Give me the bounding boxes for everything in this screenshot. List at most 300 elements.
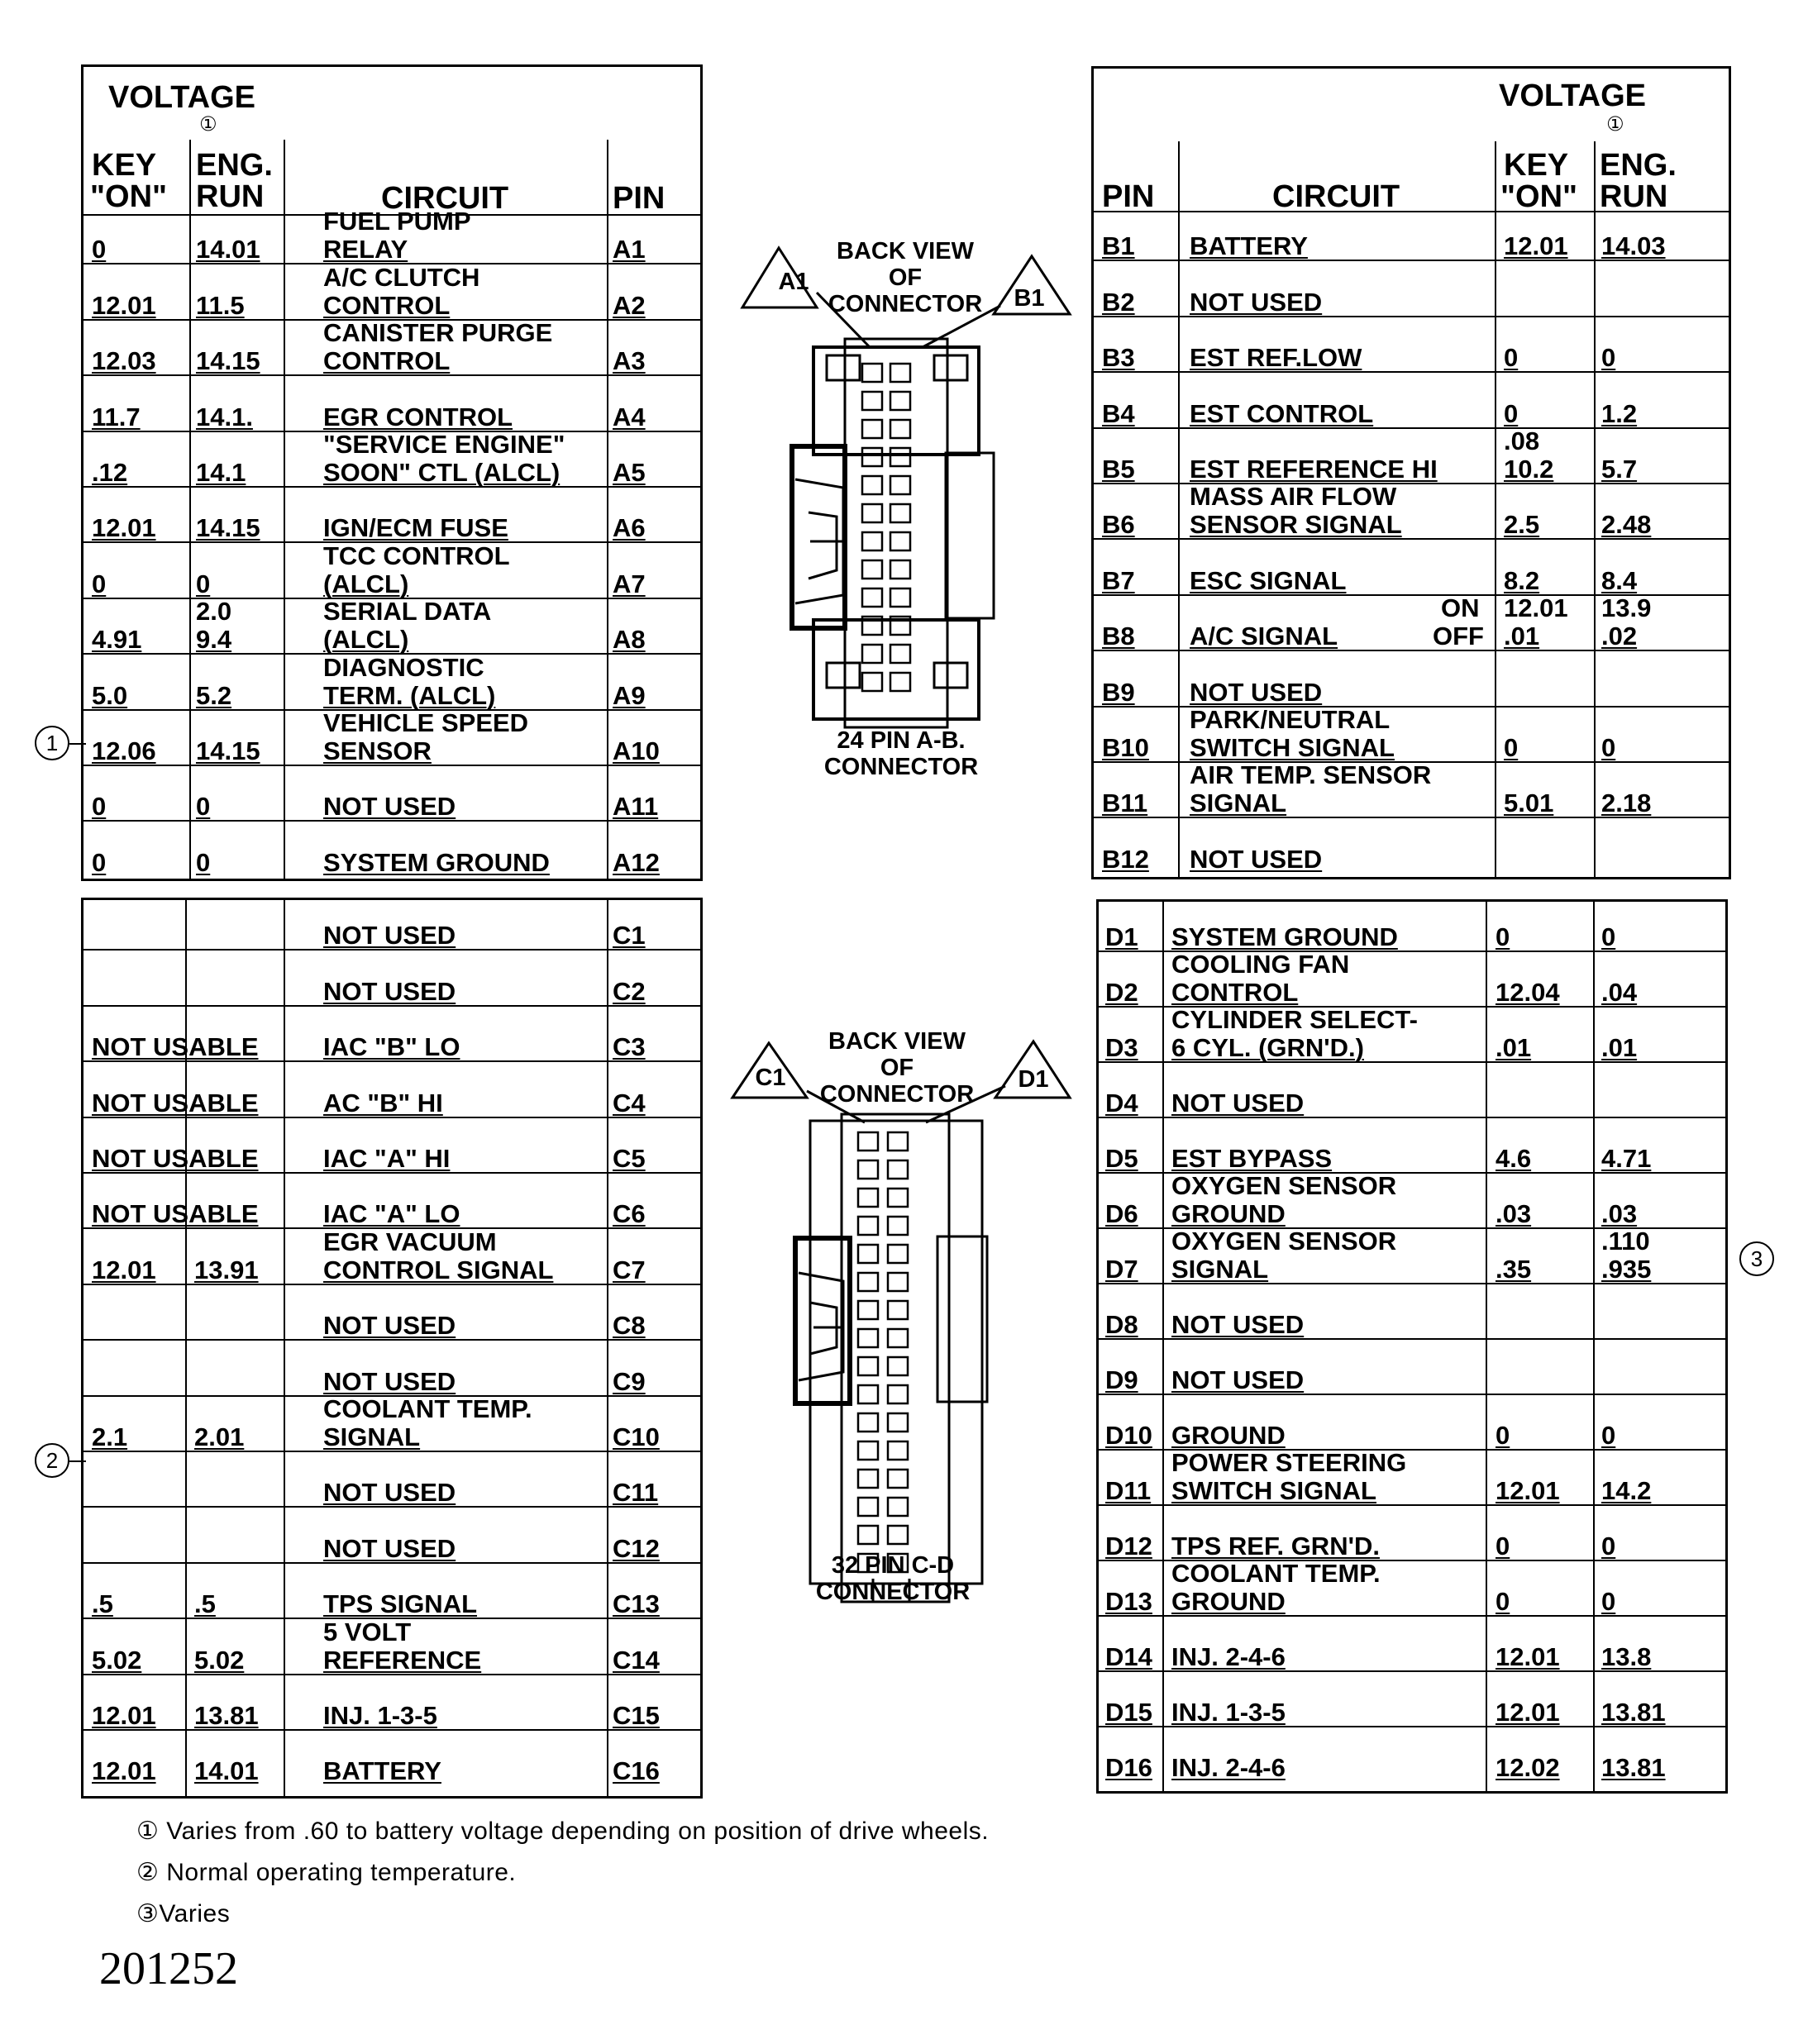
circuit-cell: SWITCH SIGNAL xyxy=(1171,1476,1376,1505)
pin-cell: C16 xyxy=(613,1756,660,1786)
connector-32-pin-drawing xyxy=(719,1025,1083,1612)
pin-cell: D15 xyxy=(1105,1698,1152,1727)
pin-cell: D1 xyxy=(1105,922,1138,951)
voltage-header: VOLTAGE xyxy=(1499,79,1647,113)
row-rule xyxy=(83,1562,700,1564)
row-rule xyxy=(83,374,700,376)
eng-run-cell: 8.4 xyxy=(1601,565,1638,595)
row-rule xyxy=(83,765,700,766)
pin-cell: C12 xyxy=(613,1533,660,1563)
circuit-cell: EST REFERENCE HI xyxy=(1190,455,1438,484)
connector-24-caption-line1: 24 PIN A-B. xyxy=(837,727,966,754)
circuit-header: CIRCUIT xyxy=(381,181,509,216)
circuit-cell: NOT USED xyxy=(323,921,456,951)
pin-cell: A5 xyxy=(613,458,646,487)
circuit-cell-line1: VEHICLE SPEED xyxy=(323,708,529,737)
key-on-cell: 11.7 xyxy=(92,402,141,431)
circuit-cell-line1: DIAGNOSTIC xyxy=(323,652,484,682)
circuit-cell: SOON" CTL (ALCL) xyxy=(323,458,561,487)
column-divider xyxy=(1495,141,1496,877)
key-on-cell: NOT USABLE xyxy=(92,1088,259,1117)
eng-run-cell: 13.91 xyxy=(194,1255,259,1284)
footnote-3: ③Varies xyxy=(136,1900,231,1927)
circuit-cell: INJ. 1-3-5 xyxy=(1171,1698,1286,1727)
circuit-cell-line1: FUEL PUMP xyxy=(323,207,471,236)
key-on-cell: 0 xyxy=(1504,398,1519,428)
eng-run-cell: 0 xyxy=(1601,922,1616,951)
circuit-cell: EGR CONTROL xyxy=(323,402,513,431)
pin-cell: D11 xyxy=(1105,1476,1152,1505)
circuit-cell-line1: POWER STEERING xyxy=(1171,1448,1407,1477)
key-on-cell: 5.0 xyxy=(92,680,128,710)
key-on-cell: 12.01 xyxy=(1504,231,1568,261)
pin-cell: B11 xyxy=(1102,789,1148,818)
circuit-cell: NOT USED xyxy=(323,1311,456,1341)
circuit-cell: AC "B" HI xyxy=(323,1088,443,1117)
key-on-cell: NOT USABLE xyxy=(92,1199,259,1229)
key-on-cell: 12.06 xyxy=(92,736,156,765)
column-divider xyxy=(607,900,608,1796)
eng-run-cell: 14.1 xyxy=(196,458,246,487)
table-d-pins xyxy=(1096,899,1728,1794)
row-rule xyxy=(1094,817,1729,818)
eng-run-cell: 14.15 xyxy=(196,513,260,543)
key-on-cell: 0 xyxy=(92,847,107,877)
eng-run-cell-top: 2.0 xyxy=(196,597,232,627)
circuit-cell: NOT USED xyxy=(1171,1310,1305,1339)
pin-cell: A9 xyxy=(613,680,646,710)
circuit-cell: NOT USED xyxy=(1190,677,1323,707)
circuit-cell: A/C SIGNAL xyxy=(1190,622,1338,651)
eng-run-cell: 0 xyxy=(1601,343,1616,373)
connector-32-caption-line1: 32 PIN C-D xyxy=(831,1552,955,1579)
pin-cell: A6 xyxy=(613,513,646,543)
circuit-cell-line1: MASS AIR FLOW xyxy=(1190,482,1397,512)
circuit-cell: NOT USED xyxy=(323,1366,456,1396)
key-on-cell: .12 xyxy=(92,458,128,487)
key-on-cell: 0 xyxy=(1496,1532,1510,1560)
eng-run-cell: 9.4 xyxy=(196,625,232,655)
circuit-cell: (ALCL) xyxy=(323,625,409,655)
row-rule xyxy=(83,820,700,822)
eng-run-cell: 0 xyxy=(196,792,211,822)
row-rule xyxy=(83,1339,700,1341)
eng-run-header-line1: ENG. xyxy=(1600,148,1677,183)
column-divider xyxy=(284,140,285,879)
row-rule xyxy=(1094,650,1729,651)
circuit-cell: NOT USED xyxy=(1190,287,1323,317)
row-rule xyxy=(83,1005,700,1007)
circuit-cell: GROUND xyxy=(1171,1587,1286,1616)
callout-2-leader xyxy=(69,1460,86,1463)
circuit-cell: 6 CYL. (GRN'D.) xyxy=(1171,1033,1364,1062)
pin-cell: B7 xyxy=(1102,565,1135,595)
circuit-cell-line1: COOLING FAN xyxy=(1171,950,1350,979)
pin-cell: D10 xyxy=(1105,1421,1152,1450)
key-on-header-line2: "ON" xyxy=(90,179,168,214)
eng-run-cell: 14.01 xyxy=(194,1756,259,1786)
callout-3 xyxy=(1739,1241,1774,1276)
eng-run-cell-top: .110 xyxy=(1601,1227,1650,1255)
key-on-cell: 5.02 xyxy=(92,1645,142,1675)
circuit-header: CIRCUIT xyxy=(1272,179,1400,214)
pin-cell: A1 xyxy=(613,235,646,264)
row-rule xyxy=(1099,1117,1725,1118)
row-rule xyxy=(1094,260,1729,261)
eng-run-header-line1: ENG. xyxy=(196,148,273,183)
circuit-cell: INJ. 2-4-6 xyxy=(1171,1753,1286,1782)
pin-header: PIN xyxy=(1102,179,1155,214)
column-divider xyxy=(1178,141,1180,877)
pin-cell: C9 xyxy=(613,1366,646,1396)
eng-run-cell: 5.2 xyxy=(196,680,232,710)
pin-c1-label: C1 xyxy=(755,1065,786,1091)
key-on-cell: NOT USABLE xyxy=(92,1032,259,1062)
pin-cell: D3 xyxy=(1105,1033,1138,1062)
callout-1-text: 1 xyxy=(45,730,59,755)
pin-cavities xyxy=(858,1132,908,1572)
pin-cell: B8 xyxy=(1102,622,1135,651)
key-on-cell: .01 xyxy=(1496,1033,1532,1062)
circuit-cell: IAC "B" LO xyxy=(323,1032,460,1062)
pin-a1-label: A1 xyxy=(778,269,809,295)
eng-run-cell: 1.2 xyxy=(1601,398,1638,428)
circuit-cell: CONTROL xyxy=(323,346,451,376)
eng-run-cell: .04 xyxy=(1601,978,1638,1007)
eng-run-cell: .03 xyxy=(1601,1199,1638,1228)
circuit-cell-line1: 5 VOLT xyxy=(323,1617,412,1646)
callout-3-text: 3 xyxy=(1750,1246,1763,1271)
circuit-cell-line1: SERIAL DATA xyxy=(323,597,492,627)
eng-run-cell: 0 xyxy=(1601,1421,1616,1450)
pin-cell: D9 xyxy=(1105,1365,1138,1394)
circuit-cell-line1: EGR VACUUM xyxy=(323,1227,497,1256)
pin-cell: C15 xyxy=(613,1701,660,1730)
pin-cell: C11 xyxy=(613,1478,659,1508)
key-on-cell: 12.01 xyxy=(1496,1698,1560,1727)
eng-run-cell: 0 xyxy=(1601,1532,1616,1560)
key-on-cell: 12.01 xyxy=(92,1255,156,1284)
row-rule xyxy=(1099,1504,1725,1506)
row-rule xyxy=(83,1451,700,1452)
circuit-cell: TERM. (ALCL) xyxy=(323,680,496,710)
eng-run-cell: 14.1. xyxy=(196,402,253,431)
key-on-cell: 4.91 xyxy=(92,625,142,655)
pin-cell: C14 xyxy=(613,1645,660,1675)
eng-run-cell: .02 xyxy=(1601,622,1638,651)
key-on-cell: 2.5 xyxy=(1504,510,1540,540)
eng-run-header-line2: RUN xyxy=(196,179,265,214)
pin-cell: B3 xyxy=(1102,343,1135,373)
pin-b1-label: B1 xyxy=(1014,285,1045,312)
callout-2-text: 2 xyxy=(45,1447,59,1473)
key-on-cell: 12.02 xyxy=(1496,1753,1560,1782)
circuit-cell: CONTROL SIGNAL xyxy=(323,1255,554,1284)
circuit-cell: (ALCL) xyxy=(323,569,409,598)
key-on-cell: .35 xyxy=(1496,1255,1532,1284)
key-on-cell: 10.2 xyxy=(1504,455,1554,484)
circuit-cell-line1: COOLANT TEMP. xyxy=(323,1394,532,1423)
pin-cell: A8 xyxy=(613,625,646,655)
pin-cell: A2 xyxy=(613,290,646,320)
row-rule xyxy=(1099,1615,1725,1617)
row-rule xyxy=(1099,1283,1725,1284)
ac-off-label: OFF xyxy=(1433,622,1484,651)
eng-run-cell-top: 13.9 xyxy=(1601,593,1652,623)
circuit-cell: EST REF.LOW xyxy=(1190,343,1362,373)
circuit-cell: IAC "A" LO xyxy=(323,1199,460,1229)
key-on-header-line2: "ON" xyxy=(1500,179,1578,214)
pin-header: PIN xyxy=(613,181,665,216)
key-on-cell-top: 12.01 xyxy=(1504,593,1568,623)
circuit-cell: NOT USED xyxy=(1171,1365,1305,1394)
back-view-label-line3: CONNECTOR xyxy=(819,1081,975,1108)
circuit-cell: RELAY xyxy=(323,235,408,264)
eng-run-cell: 13.8 xyxy=(1601,1642,1652,1671)
row-rule xyxy=(83,486,700,488)
circuit-cell: SYSTEM GROUND xyxy=(323,847,550,877)
circuit-cell: NOT USED xyxy=(323,976,456,1006)
circuit-cell: TPS SIGNAL xyxy=(323,1589,478,1619)
key-on-cell: 4.6 xyxy=(1496,1144,1532,1173)
pin-cell: A3 xyxy=(613,346,646,376)
eng-run-cell: 13.81 xyxy=(1601,1698,1666,1727)
row-rule xyxy=(83,1117,700,1118)
column-divider xyxy=(607,140,608,879)
eng-run-cell: 0 xyxy=(196,569,211,598)
circuit-cell: SIGNAL xyxy=(1171,1255,1269,1284)
key-on-cell: .5 xyxy=(92,1589,113,1619)
back-view-label-line1: BACK VIEW xyxy=(837,238,974,264)
circuit-cell: ESC SIGNAL xyxy=(1190,565,1347,595)
row-rule xyxy=(1094,427,1729,429)
pin-cell: B4 xyxy=(1102,398,1135,428)
pin-cell: A11 xyxy=(613,792,659,822)
key-on-cell: 12.01 xyxy=(1496,1642,1560,1671)
circuit-cell: GROUND xyxy=(1171,1421,1286,1450)
callout-1-leader xyxy=(69,742,86,746)
row-rule xyxy=(1099,1670,1725,1672)
pin-cell: C2 xyxy=(613,976,646,1006)
column-divider xyxy=(1162,902,1164,1791)
pin-cell: A10 xyxy=(613,736,660,765)
pin-cell: C8 xyxy=(613,1311,646,1341)
key-on-cell: 12.04 xyxy=(1496,978,1560,1007)
circuit-cell-line1: PARK/NEUTRAL xyxy=(1190,705,1391,734)
pin-cell: D7 xyxy=(1105,1255,1138,1284)
pin-cell: A4 xyxy=(613,402,646,431)
pin-cell: D14 xyxy=(1105,1642,1152,1671)
circuit-cell-line1: OXYGEN SENSOR xyxy=(1171,1227,1397,1255)
pin-cell: A12 xyxy=(613,847,660,877)
figure-number: 201252 xyxy=(99,1943,238,1994)
circuit-cell: NOT USED xyxy=(1190,844,1323,874)
circuit-cell: SIGNAL xyxy=(1190,789,1287,818)
eng-run-cell: 11.5 xyxy=(196,290,245,320)
pin-cell: D5 xyxy=(1105,1144,1138,1173)
key-on-cell: 0 xyxy=(1504,733,1519,762)
circuit-cell: SENSOR xyxy=(323,736,432,765)
pin-cell: B9 xyxy=(1102,677,1135,707)
row-rule xyxy=(83,949,700,951)
circuit-cell-line1: A/C CLUTCH xyxy=(323,262,480,292)
key-on-cell: 12.01 xyxy=(92,1701,156,1730)
eng-run-cell: 14.2 xyxy=(1601,1476,1652,1505)
circuit-cell: NOT USED xyxy=(323,1533,456,1563)
circuit-cell: NOT USED xyxy=(323,792,456,822)
eng-run-cell: 14.01 xyxy=(196,235,260,264)
row-rule xyxy=(83,1674,700,1675)
connector-32-caption-line2: CONNECTOR xyxy=(815,1579,971,1605)
eng-run-cell: 2.48 xyxy=(1601,510,1652,540)
pin-cell: B1 xyxy=(1102,231,1135,261)
key-on-cell: 12.01 xyxy=(92,1756,156,1786)
eng-run-cell: .5 xyxy=(194,1589,216,1619)
circuit-cell-line1: AIR TEMP. SENSOR xyxy=(1190,760,1432,790)
circuit-cell: BATTERY xyxy=(1190,231,1308,261)
connector-24-pin-diagram xyxy=(727,231,1075,793)
pin-d1-label: D1 xyxy=(1018,1066,1049,1093)
row-rule xyxy=(83,1172,700,1174)
connector-24-caption-line2: CONNECTOR xyxy=(823,754,979,780)
circuit-cell: SYSTEM GROUND xyxy=(1171,922,1398,951)
row-rule xyxy=(83,1284,700,1285)
eng-run-cell: 14.15 xyxy=(196,346,260,376)
column-divider xyxy=(1486,902,1487,1791)
key-on-cell: 0 xyxy=(1496,1421,1510,1450)
eng-run-cell: 14.03 xyxy=(1601,231,1666,261)
key-on-cell: 8.2 xyxy=(1504,565,1540,595)
circuit-cell: EST BYPASS xyxy=(1171,1144,1333,1173)
key-on-cell: 0 xyxy=(92,569,107,598)
key-on-cell: NOT USABLE xyxy=(92,1144,259,1173)
ac-on-label: ON xyxy=(1441,593,1480,623)
pin-cavities xyxy=(862,364,910,691)
key-on-cell: 0 xyxy=(1496,1587,1510,1616)
eng-run-cell: 4.71 xyxy=(1601,1144,1652,1173)
pin-cell: C13 xyxy=(613,1589,660,1619)
circuit-cell: NOT USED xyxy=(323,1478,456,1508)
back-view-label-line1: BACK VIEW xyxy=(828,1028,966,1055)
column-divider xyxy=(189,140,191,879)
row-rule xyxy=(1099,1061,1725,1063)
row-rule xyxy=(1094,538,1729,540)
circuit-cell-line1: CANISTER PURGE xyxy=(323,318,553,348)
row-rule xyxy=(1099,1394,1725,1395)
circuit-cell: IAC "A" HI xyxy=(323,1144,451,1173)
key-on-cell: .01 xyxy=(1504,622,1540,651)
eng-run-cell: 0 xyxy=(1601,1587,1616,1616)
pin-cell: B5 xyxy=(1102,455,1135,484)
key-on-cell: 0 xyxy=(1496,922,1510,951)
circuit-cell-line1: OXYGEN SENSOR xyxy=(1171,1171,1397,1200)
circuit-cell: INJ. 1-3-5 xyxy=(323,1701,437,1730)
key-on-cell: 0 xyxy=(92,235,107,264)
circuit-cell: SWITCH SIGNAL xyxy=(1190,733,1395,762)
eng-run-cell: 13.81 xyxy=(194,1701,259,1730)
circuit-cell-line1: "SERVICE ENGINE" xyxy=(323,430,565,459)
key-on-cell: 0 xyxy=(92,792,107,822)
pin-cell: C5 xyxy=(613,1144,646,1173)
key-on-cell: .03 xyxy=(1496,1199,1532,1228)
connector-32-pin-diagram xyxy=(719,1025,1083,1612)
key-on-cell: 0 xyxy=(1504,343,1519,373)
circuit-cell: TPS REF. GRN'D. xyxy=(1171,1532,1380,1560)
row-rule xyxy=(1094,371,1729,373)
pin-cell: D4 xyxy=(1105,1089,1138,1117)
column-divider xyxy=(284,900,285,1796)
note-1-marker: ① xyxy=(199,113,217,136)
table-b-pins xyxy=(1091,66,1731,879)
circuit-cell: SIGNAL xyxy=(323,1422,421,1451)
circuit-cell: NOT USED xyxy=(1171,1089,1305,1117)
pin-cell: B10 xyxy=(1102,733,1149,762)
eng-run-cell: .01 xyxy=(1601,1033,1638,1062)
circuit-cell: BATTERY xyxy=(323,1756,441,1786)
connector-24-pin-drawing xyxy=(727,231,1075,793)
pin-cell: C3 xyxy=(613,1032,646,1062)
row-rule xyxy=(1099,1338,1725,1340)
eng-run-cell: 0 xyxy=(196,847,211,877)
eng-run-cell: .935 xyxy=(1601,1255,1652,1284)
eng-run-cell: 0 xyxy=(1601,733,1616,762)
pin-cell: D12 xyxy=(1105,1532,1152,1560)
pin-cell: B2 xyxy=(1102,287,1135,317)
eng-run-cell: 2.01 xyxy=(194,1422,245,1451)
pin-cell: A7 xyxy=(613,569,646,598)
callout-1 xyxy=(35,726,69,760)
table-c-pins xyxy=(81,898,703,1799)
circuit-cell-line1: CYLINDER SELECT- xyxy=(1171,1005,1418,1034)
back-view-label-line2: OF xyxy=(880,1055,914,1081)
pin-cell: D16 xyxy=(1105,1753,1152,1782)
note-1-marker: ① xyxy=(1606,113,1624,136)
circuit-cell-line1: TCC CONTROL xyxy=(323,541,510,570)
key-on-cell: 5.01 xyxy=(1504,789,1554,818)
circuit-cell: CONTROL xyxy=(1171,978,1299,1007)
row-rule xyxy=(83,1060,700,1062)
column-divider xyxy=(1593,902,1595,1791)
pin-cell: C6 xyxy=(613,1199,646,1229)
key-on-cell: 2.1 xyxy=(92,1422,128,1451)
eng-run-cell: 14.15 xyxy=(196,736,260,765)
column-divider xyxy=(1594,141,1596,877)
circuit-cell: GROUND xyxy=(1171,1199,1286,1228)
pin-cell: D2 xyxy=(1105,978,1138,1007)
eng-run-cell: 13.81 xyxy=(1601,1753,1666,1782)
eng-run-cell: 5.7 xyxy=(1601,455,1638,484)
footnote-2: ② Normal operating temperature. xyxy=(136,1859,517,1886)
voltage-header: VOLTAGE xyxy=(108,80,256,115)
pin-cell: C1 xyxy=(613,921,646,951)
key-on-cell-top: .08 xyxy=(1504,426,1540,455)
circuit-cell: REFERENCE xyxy=(323,1645,482,1675)
key-on-header-line1: KEY xyxy=(92,148,157,183)
circuit-cell: IGN/ECM FUSE xyxy=(323,513,508,543)
eng-run-cell: 2.18 xyxy=(1601,789,1652,818)
pin-cell: C7 xyxy=(613,1255,646,1284)
key-on-cell: 12.03 xyxy=(92,346,156,376)
pin-cell: B12 xyxy=(1102,844,1149,874)
pin-cell: C4 xyxy=(613,1088,646,1117)
table-a-pins xyxy=(81,64,703,881)
circuit-cell: SENSOR SIGNAL xyxy=(1190,510,1402,540)
callout-2 xyxy=(35,1443,69,1478)
row-rule xyxy=(1099,1726,1725,1727)
back-view-label-line2: OF xyxy=(888,264,923,291)
pin-cell: D6 xyxy=(1105,1199,1138,1228)
row-rule xyxy=(83,1729,700,1731)
